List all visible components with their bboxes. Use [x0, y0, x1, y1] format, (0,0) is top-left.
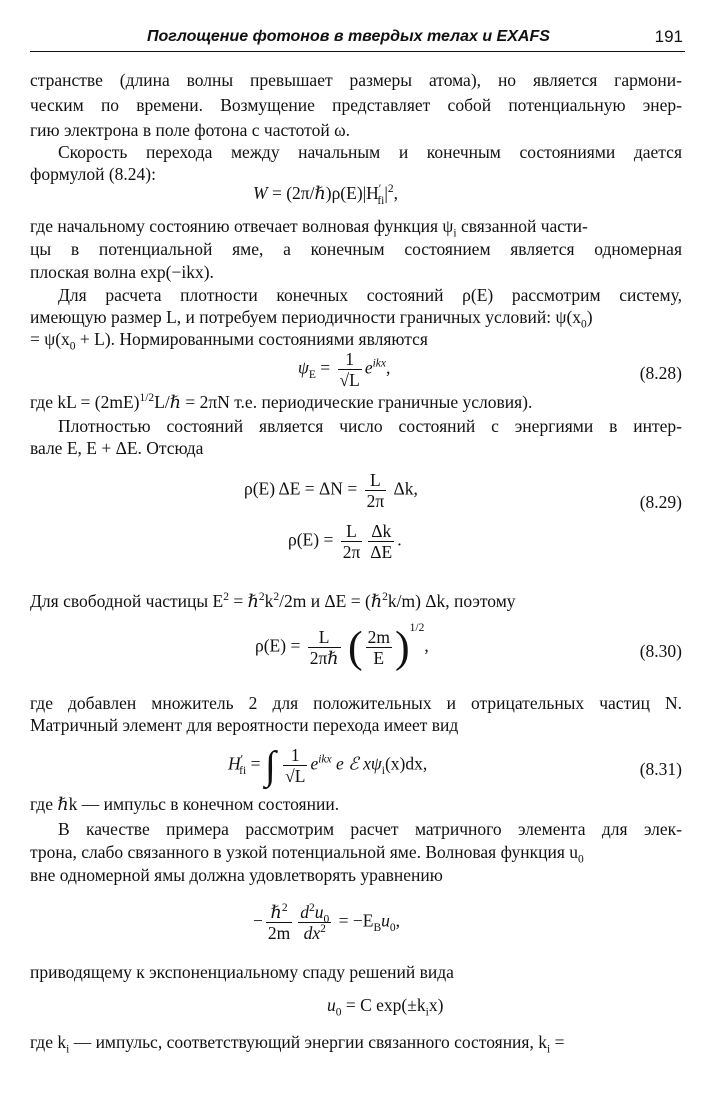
text-line: вне одномерной ямы должна удовлетворять уравнению — [30, 865, 443, 885]
text-line: где ℏk — импульс в конечном состоянии. — [30, 794, 340, 814]
running-header — [30, 22, 685, 50]
text-line: Скорость перехода между начальным и конечным состояниями дается — [58, 142, 682, 162]
fraction: $\frac{1}{√L}$ — [285, 745, 306, 786]
text-line: В качестве примера рассмотрим расчет матричного элемента для элек- — [58, 819, 682, 839]
text-line: где добавлен множитель 2 для положительных и отрицательных частиц N. — [30, 693, 682, 713]
fraction: $\frac{L}{2\pi}$ — [366, 470, 385, 511]
text-line: плоская волна exp(−ikx). — [30, 262, 214, 282]
equation-ode: − $\frac{\hbar^2}{2m}$ $\frac{d^2u_0}{dx^2}$ = $-E_Bu_0$, — [253, 902, 400, 943]
fraction: $\frac{\Delta k}{\Delta E}$ — [370, 521, 393, 562]
eq-w-rhs: = (2π/ℏ)ρ(E)|H — [271, 183, 379, 203]
text-line: странстве (длина волны превышает размеры атома), но является гармони- — [30, 70, 682, 90]
equation-number: (8.31) — [639, 759, 682, 779]
equation-8-30: ρ(E) = $\frac{L}{\text{2πℏ}}$ ( $\frac{2m}{E}$ )$^{1/2}$, — [255, 621, 429, 672]
text-line: Плотностью состояний является число состояний с энергиями в интер- — [58, 416, 682, 436]
left-paren: ( — [347, 622, 363, 672]
equation-number: (8.28) — [639, 363, 682, 383]
fraction: $\frac{L}{\text{2πℏ}}$ — [309, 627, 339, 668]
text-line: Для расчета плотности конечных состояний ρ(E) рассмотрим систему, — [58, 285, 682, 305]
eq-w-lhs: W — [253, 183, 268, 203]
text-line: формулой (8.24): — [30, 164, 156, 184]
integral-sign: ∫ — [264, 742, 276, 788]
text-line: гию электрона в поле фотона с частотой ω. — [30, 120, 350, 140]
eq-w-bar: | — [384, 183, 388, 203]
text-line: где $k_i$ — импульс, соответствующий энергии связанного состояния, $k_i$ = — [30, 1032, 565, 1056]
fraction: $\frac{2m}{E}$ — [367, 627, 390, 668]
fraction: $\frac{d^2u_0}{dx^2}$ — [300, 902, 330, 943]
fraction: $\frac{\hbar^2}{2m}$ — [267, 902, 291, 943]
equation-number: (8.29) — [639, 492, 682, 512]
fraction: $\frac{1}{√L}$ — [339, 349, 360, 390]
text-line: приводящему к экспоненциальному спаду решений вида — [30, 962, 454, 982]
text-line: имеющую размер L, и потребуем периодичности граничных условий: $\psi(x_0)$ — [30, 307, 593, 331]
text-line: трона, слабо связанного в узкой потенциальной яме. Волновая функция $u_0$ — [30, 842, 584, 866]
right-paren: ) — [394, 622, 410, 672]
p3-l1-a: где начальному состоянию отвечает волновая функция $\psi_i$ связанной части- — [30, 216, 588, 240]
header-rule — [30, 51, 685, 52]
equation-transition-rate — [253, 182, 398, 207]
text-line: ческим по времени. Возмущение представляет собой потенциальную энер- — [30, 95, 682, 115]
text-line — [30, 215, 682, 240]
text-line: Для свободной частицы $E^2$ = $\hbar^2k^2/2m$ и ΔE = (ℏ$^2$k/m) Δk, поэтому — [30, 591, 516, 611]
eq-w-end: , — [393, 183, 398, 203]
eq-w-prime: ′ — [378, 183, 382, 196]
running-title: Поглощение фотонов в твердых телах и EXAFS — [147, 28, 550, 45]
fraction: $\frac{L}{2\pi}$ — [342, 521, 361, 562]
equation-8-29a: ρ(E) ΔE = ΔN = $\frac{L}{2\pi}$ Δk, — [244, 470, 418, 511]
page-number: 191 — [654, 27, 683, 46]
equation-8-31: $H'_{fi}$ = ∫ $\frac{1}{√L}$ $e^{ikx}$ e ℰ $x\psi_i(x)dx$, — [228, 742, 428, 788]
equation-u0: $u_0 = C$ $\exp(\pm k_ix)$ — [327, 995, 444, 1019]
equation-8-28: $\psi_E$ = $\frac{1}{√L}$ $e^{ikx}$, — [298, 349, 391, 390]
text-line: цы в потенциальной яме, а конечным состоянием является одномерная — [30, 239, 682, 259]
equation-number: (8.30) — [639, 641, 682, 661]
eq-w-sub: fi — [377, 194, 385, 207]
eq-w-exp: 2 — [387, 183, 394, 196]
text-line: вале E, E + ΔE. Отсюда — [30, 438, 204, 458]
text-line: = $\psi(x_0 + L)$. Нормированными состояниями являются — [30, 329, 428, 353]
text-line: где kL = $(2mE)^{1/2}L/\hbar = 2\pi N$ т.е. периодические граничные условия). — [30, 392, 533, 412]
text-line: Матричный элемент для вероятности перехода имеет вид — [30, 715, 459, 735]
equation-8-29b: ρ(E) = $\frac{L}{2\pi}$ $\frac{\Delta k}{\Delta E}$ . — [288, 521, 402, 562]
